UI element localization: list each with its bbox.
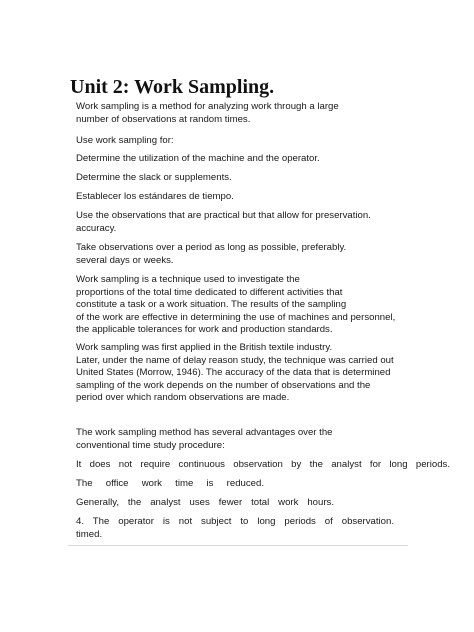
advantage-item-2: The office work time is reduced. [76,478,264,489]
page-title: Unit 2: Work Sampling. [70,76,275,98]
paragraph-utilization: Determine the utilization of the machine and the operator. [76,153,320,164]
advantage-item-4-continued: timed. [76,529,103,540]
paragraph-intro: Work sampling is a method for analyzing work through a large number of observations at random times. [76,101,339,125]
paragraph-slack: Determine the slack or supplements. [76,172,232,183]
paragraph-history: Work sampling was first applied in the British textile industry. Later, under the name of delay reason study, the technique was carried out United States (Morrow, 1946). The accuracy of the data that is determined sampling of the work depends on the number of observations and the period over which random observations are made. [76,342,394,404]
advantage-item-3: Generally, the analyst uses fewer total work hours. [76,497,334,508]
paragraph-standards: Establecer los estándares de tiempo. [76,191,234,202]
paragraph-technique: Work sampling is a technique used to investigate the proportions of the total time dedicated to different activities that constitute a task or a work situation. The results of the sampling of the work are effective in determining the use of machines and personnel, the applicable tolerances for work and production standards. [76,274,396,336]
paragraph-period: Take observations over a period as long as possible, preferably. several days or weeks. [76,242,347,266]
page-divider [68,545,408,546]
paragraph-use-for: Use work sampling for: [76,135,174,146]
paragraph-observations: Use the observations that are practical but that allow for preservation. accuracy. [76,210,371,234]
advantage-item-4: 4. The operator is not subject to long periods of observation. [76,516,394,527]
paragraph-advantages: The work sampling method has several advantages over the conventional time study procedure: [76,427,333,451]
advantage-item-1: It does not require continuous observation by the analyst for long periods. [76,459,450,470]
